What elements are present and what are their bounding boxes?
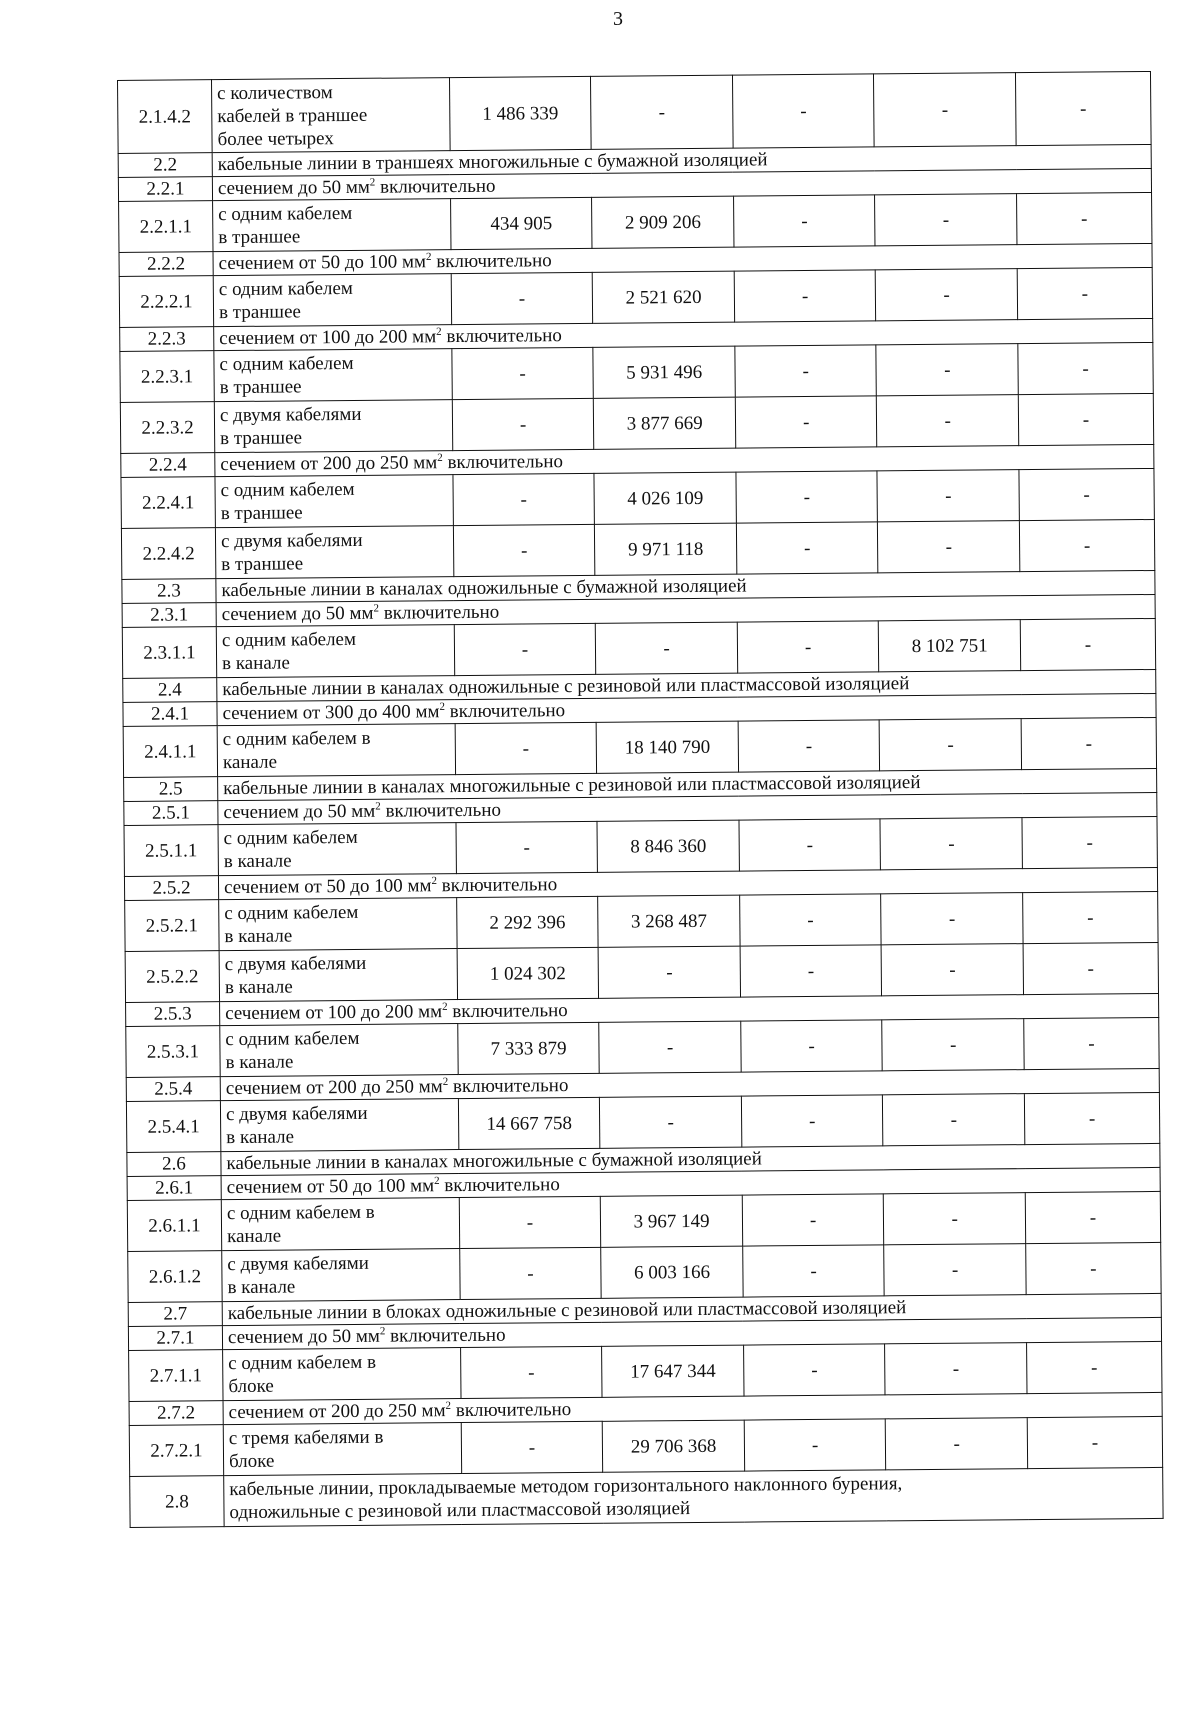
row-code: 2.4.1 bbox=[123, 702, 217, 727]
row-code: 2.6.1.1 bbox=[127, 1200, 221, 1252]
rate-value-cell: - bbox=[740, 945, 882, 997]
row-code: 2.2.1 bbox=[118, 177, 212, 202]
row-code: 2.2.4 bbox=[121, 453, 215, 478]
row-code: 2.5.1 bbox=[124, 801, 218, 826]
rate-value-cell: - bbox=[454, 623, 596, 675]
table-row bbox=[129, 1341, 1162, 1401]
row-description: сечением до 50 $мм^2$ включительно bbox=[222, 1317, 1161, 1349]
rate-value-cell: - bbox=[599, 1021, 741, 1073]
rate-value-cell: - bbox=[743, 1245, 885, 1297]
table-body bbox=[118, 71, 1164, 1527]
rate-value-cell: - bbox=[1022, 816, 1157, 868]
rate-value-cell: - bbox=[453, 524, 595, 576]
rate-value-cell: - bbox=[880, 818, 1022, 870]
rate-value-cell: 14 667 758 bbox=[458, 1097, 600, 1149]
rate-value-cell: - bbox=[461, 1421, 603, 1473]
row-code: 2.5 bbox=[124, 777, 218, 802]
table-row bbox=[125, 942, 1158, 1002]
row-code: 2.4.1.1 bbox=[123, 726, 217, 778]
row-description: с двумя кабелями в траншее bbox=[215, 526, 453, 579]
rate-value-cell: - bbox=[1021, 717, 1156, 769]
row-description: с одним кабелем в канале bbox=[219, 898, 457, 951]
row-description: с одним кабелем в канале bbox=[217, 724, 455, 777]
rate-value-cell: - bbox=[877, 395, 1019, 447]
row-description: с одним кабелем в канале bbox=[216, 625, 454, 678]
rate-value-cell: 17 647 344 bbox=[602, 1345, 744, 1397]
rate-value-cell: - bbox=[736, 471, 878, 523]
rate-value-cell: 7 333 879 bbox=[458, 1022, 600, 1074]
rate-value-cell: - bbox=[740, 894, 882, 946]
row-description: сечением от 100 до 200 $мм^2$ включительно bbox=[214, 318, 1153, 350]
rate-value-cell: - bbox=[453, 473, 595, 525]
table-row bbox=[129, 1416, 1162, 1476]
rate-value-cell: - bbox=[878, 521, 1020, 573]
table-row bbox=[122, 618, 1155, 678]
table-row bbox=[127, 1191, 1160, 1251]
row-description: сечением до 50 $мм^2$ включительно bbox=[212, 168, 1151, 200]
rate-value-cell: 8 846 360 bbox=[597, 820, 739, 872]
table-row bbox=[118, 71, 1152, 153]
rate-value-cell: - bbox=[459, 1247, 601, 1299]
row-code: 2.6.1.2 bbox=[128, 1251, 222, 1303]
rate-value-cell: 9 971 118 bbox=[595, 523, 737, 575]
row-code: 2.2.2 bbox=[119, 252, 213, 277]
rate-value-cell: 6 003 166 bbox=[601, 1246, 743, 1298]
row-code: 2.5.2.1 bbox=[125, 900, 219, 952]
rate-value-cell: - bbox=[591, 75, 733, 149]
rate-value-cell: - bbox=[881, 893, 1023, 945]
rate-value-cell: - bbox=[734, 270, 876, 322]
rate-value-cell: 8 102 751 bbox=[879, 620, 1021, 672]
rate-value-cell: 3 967 149 bbox=[601, 1195, 743, 1247]
row-description: сечением от 50 до 100 $мм^2$ включительно bbox=[221, 1167, 1160, 1199]
rate-value-cell: 1 486 339 bbox=[449, 76, 591, 150]
rate-value-cell: - bbox=[1024, 1092, 1159, 1144]
row-code: 2.2.3 bbox=[120, 327, 214, 352]
row-code: 2.5.3 bbox=[126, 1002, 220, 1027]
rate-value-cell: - bbox=[882, 1019, 1024, 1071]
rate-value-cell: - bbox=[1025, 1191, 1160, 1243]
rate-value-cell: - bbox=[598, 946, 740, 998]
row-description: кабельные линии в каналах многожильные с резиновой или пластмассовой изоляцией bbox=[218, 768, 1157, 800]
row-description: с одним кабелем в траншее bbox=[213, 274, 451, 327]
rate-value-cell: - bbox=[1026, 1242, 1161, 1294]
rate-value-cell: - bbox=[876, 344, 1018, 396]
row-description: сечением от 50 до 100 $мм^2$ включительно bbox=[218, 867, 1157, 899]
row-code: 2.7.2.1 bbox=[129, 1425, 223, 1477]
row-code: 2.2.4.2 bbox=[121, 528, 215, 580]
row-description: с тремя кабелями в блоке bbox=[223, 1423, 461, 1476]
rate-value-cell: - bbox=[743, 1344, 885, 1396]
rate-value-cell: 2 909 206 bbox=[592, 196, 734, 248]
rate-value-cell: - bbox=[1019, 519, 1154, 571]
table-row bbox=[120, 342, 1153, 402]
page-number: 3 bbox=[613, 8, 623, 30]
rate-value-cell: - bbox=[744, 1419, 886, 1471]
rate-value-cell: 18 140 790 bbox=[596, 721, 738, 773]
rate-value-cell: - bbox=[1024, 1017, 1159, 1069]
row-code: 2.7.2 bbox=[129, 1401, 223, 1426]
row-description: с двумя кабелями в канале bbox=[222, 1249, 460, 1302]
table-row bbox=[120, 393, 1153, 453]
rate-value-cell: - bbox=[874, 73, 1016, 147]
row-description: с одним кабелем в канале bbox=[218, 823, 456, 876]
rate-value-cell: - bbox=[456, 821, 598, 873]
rate-value-cell: - bbox=[736, 522, 878, 574]
rate-value-cell: - bbox=[877, 470, 1019, 522]
row-description: с одним кабелем в траншее bbox=[215, 475, 453, 528]
rate-value-cell: - bbox=[1027, 1416, 1162, 1468]
table-row bbox=[123, 717, 1156, 777]
row-code: 2.2.3.1 bbox=[120, 351, 214, 403]
row-description: с двумя кабелями в канале bbox=[219, 949, 457, 1002]
rate-value-cell: - bbox=[1019, 468, 1154, 520]
row-description: кабельные линии в каналах одножильные с бумажной изоляцией bbox=[216, 570, 1155, 602]
row-description: сечением от 200 до 250 $мм^2$ включительно bbox=[223, 1392, 1162, 1424]
row-code: 2.6.1 bbox=[127, 1176, 221, 1201]
row-code: 2.2.4.1 bbox=[121, 477, 215, 529]
rate-value-cell: 4 026 109 bbox=[594, 472, 736, 524]
table-row bbox=[124, 816, 1157, 876]
row-description: кабельные линии в каналах одножильные с резиновой или пластмассовой изоляцией bbox=[217, 669, 1156, 701]
rate-value-cell: - bbox=[451, 272, 593, 324]
rate-value-cell: - bbox=[735, 345, 877, 397]
rate-value-cell: - bbox=[452, 398, 594, 450]
row-code: 2.3.1 bbox=[122, 603, 216, 628]
row-code: 2.1.4.2 bbox=[118, 80, 213, 154]
row-code: 2.5.2 bbox=[124, 876, 218, 901]
rate-value-cell: - bbox=[732, 74, 874, 148]
rate-value-cell: - bbox=[1023, 891, 1158, 943]
rate-value-cell: - bbox=[600, 1096, 742, 1148]
row-code: 2.5.4.1 bbox=[126, 1101, 220, 1153]
rate-value-cell: 2 292 396 bbox=[456, 896, 598, 948]
row-description: кабельные линии в блоках одножильные с резиновой или пластмассовой изоляцией bbox=[222, 1293, 1161, 1325]
rate-value-cell: 5 931 496 bbox=[593, 346, 735, 398]
cable-line-rates-table bbox=[117, 71, 1164, 1528]
table-row bbox=[119, 267, 1152, 327]
table-row bbox=[125, 891, 1158, 951]
row-description: с одним кабелем в блоке bbox=[223, 1348, 461, 1401]
row-code: 2.3 bbox=[122, 579, 216, 604]
rate-value-cell: - bbox=[886, 1418, 1028, 1470]
table-row bbox=[126, 1092, 1159, 1152]
row-description: сечением от 300 до 400 $мм^2$ включительно bbox=[217, 693, 1156, 725]
rate-value-cell: - bbox=[738, 720, 880, 772]
rate-value-cell: - bbox=[1018, 342, 1153, 394]
rate-value-cell: - bbox=[876, 269, 1018, 321]
row-description: с одним кабелем в канале bbox=[221, 1198, 459, 1251]
row-code: 2.5.2.2 bbox=[125, 951, 219, 1003]
rate-value-cell: - bbox=[455, 722, 597, 774]
row-description: с количеством кабелей в траншее более четырех bbox=[212, 78, 450, 153]
rate-value-cell: - bbox=[741, 1095, 883, 1147]
rate-value-cell: - bbox=[459, 1196, 601, 1248]
row-description: сечением от 50 до 100 $мм^2$ включительно bbox=[213, 243, 1152, 275]
row-description: с одним кабелем в траншее bbox=[214, 349, 452, 402]
rate-value-cell: - bbox=[883, 1094, 1025, 1146]
row-code: 2.5.4 bbox=[126, 1077, 220, 1102]
rate-value-cell: - bbox=[884, 1244, 1026, 1296]
row-description: с двумя кабелями в канале bbox=[220, 1099, 458, 1152]
rate-value-cell: - bbox=[875, 194, 1017, 246]
tariff-table-sheet bbox=[117, 71, 1164, 1528]
rate-value-cell: - bbox=[739, 819, 881, 871]
rate-value-cell: 2 521 620 bbox=[593, 271, 735, 323]
row-code: 2.4 bbox=[123, 678, 217, 703]
rate-value-cell: - bbox=[1017, 267, 1152, 319]
rate-value-cell: - bbox=[882, 944, 1024, 996]
row-description: кабельные линии, прокладываемые методом горизонтального наклонного бурения, одножильные с резиновой или пластмассовой изоляцией bbox=[224, 1467, 1163, 1526]
row-code: 2.2 bbox=[118, 153, 212, 178]
rate-value-cell: 3 877 669 bbox=[594, 397, 736, 449]
row-code: 2.2.2.1 bbox=[119, 276, 213, 328]
row-code: 2.5.1.1 bbox=[124, 825, 218, 877]
rate-value-cell: 1 024 302 bbox=[457, 947, 599, 999]
row-code: 2.7 bbox=[128, 1302, 222, 1327]
rate-value-cell: - bbox=[733, 195, 875, 247]
table-row bbox=[121, 468, 1154, 528]
row-description: сечением от 100 до 200 $мм^2$ включительно bbox=[220, 993, 1159, 1025]
rate-value-cell: - bbox=[737, 621, 879, 673]
row-code: 2.3.1.1 bbox=[122, 627, 216, 679]
table-row bbox=[126, 1017, 1159, 1077]
rate-value-cell: - bbox=[735, 396, 877, 448]
row-code: 2.8 bbox=[130, 1476, 224, 1528]
row-code: 2.2.3.2 bbox=[120, 402, 214, 454]
rate-value-cell: - bbox=[1020, 618, 1155, 670]
rate-value-cell: 434 905 bbox=[450, 197, 592, 249]
row-description: с одним кабелем в канале bbox=[220, 1024, 458, 1077]
rate-value-cell: - bbox=[460, 1346, 602, 1398]
row-description: сечением до 50 $мм^2$ включительно bbox=[216, 594, 1155, 626]
rate-value-cell: - bbox=[880, 719, 1022, 771]
row-code: 2.2.1.1 bbox=[119, 201, 213, 253]
rate-value-cell: - bbox=[1027, 1341, 1162, 1393]
rate-value-cell: - bbox=[741, 1020, 883, 1072]
rate-value-cell: - bbox=[452, 347, 594, 399]
row-description: с одним кабелем в траншее bbox=[213, 199, 451, 252]
rate-value-cell: 3 268 487 bbox=[598, 895, 740, 947]
rate-value-cell: - bbox=[885, 1343, 1027, 1395]
rate-value-cell: - bbox=[1018, 393, 1153, 445]
row-description: с двумя кабелями в траншее bbox=[214, 400, 452, 453]
rate-value-cell: 29 706 368 bbox=[603, 1420, 745, 1472]
row-code: 2.5.3.1 bbox=[126, 1026, 220, 1078]
section-row bbox=[130, 1467, 1163, 1527]
table-row bbox=[121, 519, 1154, 579]
row-code: 2.6 bbox=[127, 1152, 221, 1177]
row-description: кабельные линии в траншеях многожильные с бумажной изоляцией bbox=[212, 144, 1151, 176]
table-row bbox=[128, 1242, 1161, 1302]
row-code: 2.7.1.1 bbox=[129, 1350, 223, 1402]
row-description: сечением до 50 $мм^2$ включительно bbox=[218, 792, 1157, 824]
table-row bbox=[119, 192, 1152, 252]
rate-value-cell: - bbox=[1017, 192, 1152, 244]
row-code: 2.7.1 bbox=[128, 1326, 222, 1351]
rate-value-cell: - bbox=[596, 622, 738, 674]
rate-value-cell: - bbox=[1016, 71, 1152, 145]
rate-value-cell: - bbox=[1023, 942, 1158, 994]
rate-value-cell: - bbox=[742, 1194, 884, 1246]
row-description: сечением от 200 до 250 $мм^2$ включительно bbox=[220, 1068, 1159, 1100]
rate-value-cell: - bbox=[884, 1193, 1026, 1245]
row-description: кабельные линии в каналах многожильные с бумажной изоляцией bbox=[221, 1143, 1160, 1175]
row-description: сечением от 200 до 250 $мм^2$ включительно bbox=[215, 444, 1154, 476]
